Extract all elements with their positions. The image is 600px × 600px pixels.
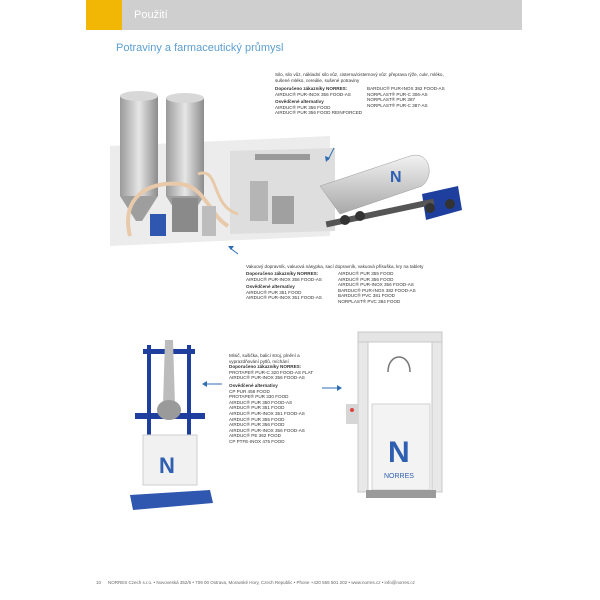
block-vacuum-alternatives-heading: Osvědčené alternativy	[246, 284, 295, 290]
list-item: CP PTFE-INOX 475 FOOD	[229, 438, 285, 444]
block-vacuum-intro: Vakuový dopravník, vakuová násypka, sací dopravník, vakuová přísuška, kry na tablety	[246, 264, 424, 269]
block-mixer	[229, 353, 329, 445]
page-number: 10	[96, 580, 102, 585]
list-item: AIRDUC® PUR 350 FOOD-AS	[229, 399, 293, 405]
mixer-illustration	[125, 335, 215, 515]
bag-logo-left: N	[159, 453, 175, 478]
list-item: PROTAPE® PUR-C 320 FOOD-AS FLAT	[229, 369, 314, 375]
list-item: AIRDUC® PUR-INOX 351 FOOD-AS	[229, 410, 305, 416]
block-silo-alternatives-heading: Osvědčené alternativy	[275, 99, 324, 105]
block-vacuum	[246, 264, 436, 304]
bag-logo-right: N	[388, 436, 410, 469]
list-item: AIRDUC® PUR-INOX 356 FOOD-AS	[338, 282, 414, 288]
header-title: Použití	[134, 9, 168, 21]
block-mixer-intro: Mísič, sušička, balicí stroj, plnění a vyprazdňování pytlů, míchání	[229, 353, 300, 364]
list-item: PROTAPE® PUR 330 FOOD	[229, 394, 289, 400]
list-item: BARDUC® PUR-INOX 382 FOOD-AS	[367, 86, 445, 91]
list-item: AIRDUC® PUR 356 FOOD	[229, 422, 285, 428]
list-item: NORPLAST® PUR-C 387-AS	[367, 102, 428, 108]
page-title: Potraviny a farmaceutický průmysl	[116, 42, 284, 54]
bag-logo-text: NORRES	[384, 473, 414, 480]
arrow-left-icon	[202, 380, 222, 388]
header-bar	[122, 0, 522, 30]
list-item: BARDUC® PUR-INOX 382 FOOD-AS	[338, 287, 416, 293]
list-item: AIRDUC® PE 362 FOOD	[229, 433, 281, 439]
list-item: AIRDUC® PUR-INOX 356 FOOD-AS	[246, 276, 322, 282]
list-item: NORPLAST® PUR-C 306-AS	[367, 91, 428, 97]
block-silo-recommended-heading: Doporučeno zákazníky NORRES:	[275, 86, 348, 91]
block-silo	[275, 72, 455, 116]
block-vacuum-recommended-heading: Doporučeno zákazníky NORRES:	[246, 271, 319, 276]
header-accent-square	[86, 0, 122, 30]
bigbag-illustration	[340, 332, 450, 512]
block-mixer-alternatives-heading: Osvědčené alternativy	[229, 382, 278, 388]
list-item: NORPLAST® PVC 384 FOOD	[338, 298, 401, 304]
list-item: AIRDUC® PUR-INOX 356 FOOD-AS	[275, 91, 351, 97]
silo-truck-illustration	[110, 86, 480, 256]
list-item: AIRDUC® PUR-INOX 351 FOOD-AS	[246, 295, 322, 301]
block-silo-intro: Silo, silo vůz, nákladní silo vůz, cisterna/cisternový vůz: přeprava rýže, cukr, mléko, sušené mléko, cereálie, sušené potraviny	[275, 72, 444, 83]
list-item: AIRDUC® PUR 356 FOOD	[338, 276, 394, 282]
list-item: AIRDUC® PUR-INOX 356 FOOD-AS	[229, 427, 305, 433]
list-item: BARDUC® PVC 381 FOOD	[338, 293, 395, 299]
list-item: AIRDUC® PUR 355 FOOD	[229, 416, 285, 422]
arrow-right-icon	[322, 384, 342, 392]
truck-logo: N	[390, 169, 402, 186]
list-item: AIRDUC® PUR-INOX 356 FOOD-AS	[229, 375, 305, 381]
list-item: AIRDUC® PUR 356 FOOD REINFORCED	[275, 110, 363, 116]
list-item: AIRDUC® PUR 356 FOOD	[275, 104, 331, 110]
list-item: CP PUR 458 FOOD	[229, 388, 270, 394]
list-item: NORPLAST® PUR 387	[367, 97, 416, 103]
list-item: AIRDUC® PUR 351 FOOD	[246, 289, 302, 295]
list-item: AIRDUC® PUR 351 FOOD	[229, 405, 285, 411]
list-item: AIRDUC® PUR 355 FOOD	[338, 271, 394, 276]
block-mixer-recommended-heading: Doporučeno zákazníky NORRES:	[229, 364, 302, 370]
footer-text: NORRES Czech s.r.o. • Novoveská 352/6 • 709 00 Ostrava, Moravské Hory, Czech Republic • Phone +420 555 501 202 • www.norres.cz • info@norres.cz	[108, 580, 415, 585]
